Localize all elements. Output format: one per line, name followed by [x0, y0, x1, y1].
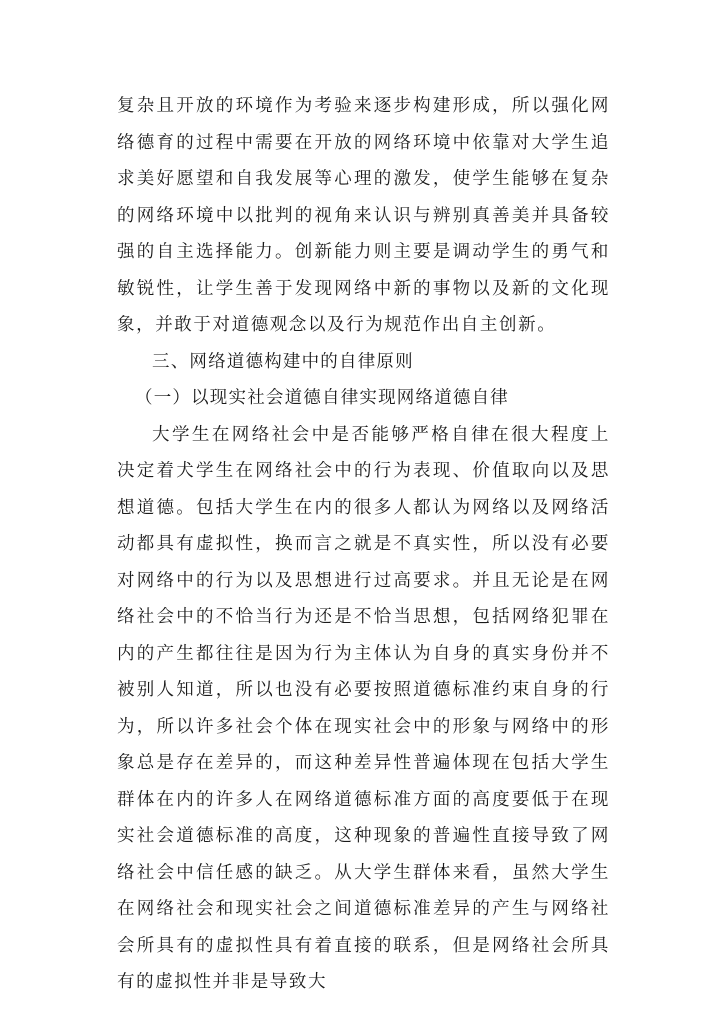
subsection-heading: （一）以现实社会道德自律实现网络道德自律: [135, 388, 509, 408]
body-paragraph: 大学生在网络社会中是否能够严格自律在很大程度上决定着犬学生在网络社会中的行为表现、价值取向以及思想道德。包括大学生在内的很多人都认为网络以及网络活动都具有虚拟性，换而言之就是不真实性，所以没有必要对网络中的行为以及思想进行过高要求。并且无论是在网络社会中的不恰当行为还是不恰当思想，包括网络犯罪在内的产生都往往是因为行为主体认为自身的真实身份并不被别人知道，所以也没有必要按照道德标准约束自身的行为，所以许多社会个体在现实社会中的形象与网络中的形象总是存在差异的，而这种差异性普遍体现在包括大学生群体在内的许多人在网络道德标准方面的高度要低于在现实社会道德标准的高度，这种现象的普遍性直接导致了网络社会中信任感的缺乏。从大学生群体来看，虽然大学生在网络社会和现实社会之间道德标准差异的产生与网络社会所具有的虚拟性具有着直接的联系，但是网络社会所具有的虚拟性并非是导致大: [117, 424, 610, 992]
section-heading: 三、网络道德构建中的自律原则: [152, 351, 414, 372]
document-body: [117, 88, 610, 1001]
body-paragraph: 复杂且开放的环境作为考验来逐步构建形成，所以强化网络德育的过程中需要在开放的网络环境中依靠对大学生追求美好愿望和自我发展等心理的激发，使学生能够在复杂的网络环境中以批判的视角来认识与辨别真善美并具备较强的自主选择能力。创新能力则主要是调动学生的勇气和敏锐性，让学生善于发现网络中新的事物以及新的文化现象，并敢于对道德观念以及行为规范作出自主创新。: [117, 96, 610, 335]
